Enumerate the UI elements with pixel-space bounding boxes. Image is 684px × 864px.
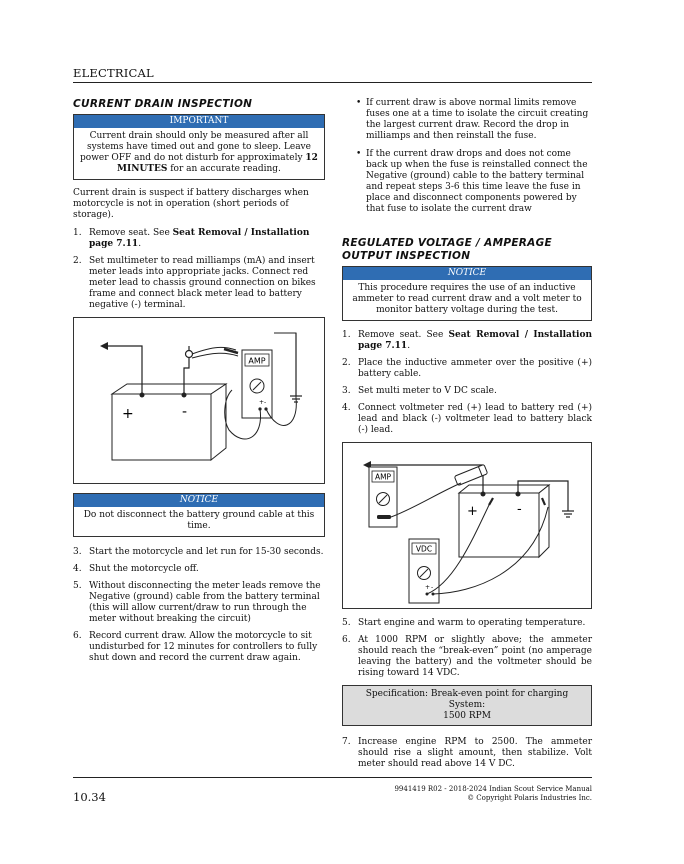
jack-plus-label: +	[259, 399, 265, 406]
battery-plus-symbol: +	[467, 504, 478, 519]
important-callout	[73, 114, 325, 180]
bullet-icon: •	[356, 98, 362, 108]
notice-text: Do not disconnect the battery ground cable at this time.	[83, 510, 315, 531]
footer-text	[394, 785, 592, 803]
battery-front	[459, 493, 539, 557]
notice-callout-left	[73, 493, 325, 537]
ammeter-lead	[391, 483, 461, 517]
vdc-label: VDC	[415, 544, 433, 554]
list-item: • If the current draw drops and does not come back up when the fuse is reinstalled connect the Negative (ground) cable to the battery terminal and repeat steps 3-6 this time leave the fuse in place and disconnect components powered by that fuse to isolate the current draw	[356, 149, 588, 214]
list-item: 4. Shut the motorcycle off.	[73, 564, 199, 574]
footer-rule	[73, 777, 592, 778]
battery-plus-symbol: +	[122, 406, 134, 422]
manual-title: 9941419 R02 - 2018-2024 Indian Scout Service Manual	[394, 785, 592, 793]
notice-callout-right	[342, 266, 592, 321]
list-item: 7. Increase engine RPM to 2500. The ammeter should rise a slight amount, then stabilize. Volt meter should read above 14 V DC.	[342, 737, 592, 769]
notice-text: This procedure requires the use of an inductive ammeter to read current draw and a volt meter to monitor battery voltage during the test.	[352, 283, 582, 315]
list-item: 3. Set multi meter to V DC scale.	[342, 386, 497, 396]
important-text: Current drain should only be measured after all systems have timed out and gone to sleep. Leave power OFF and do not disturb for approximately 12 MINUTES for an accurate reading.	[80, 131, 318, 174]
arrow-icon	[100, 342, 108, 350]
copyright: © Copyright Polaris Industries Inc.	[467, 794, 592, 802]
jack-minus-label: -	[264, 399, 267, 406]
page-number: 10.34	[73, 790, 106, 804]
list-item: • If current draw is above normal limits remove fuses one at a time to isolate the circuit creating the largest current draw. Record the drop in milliamps and then reinstall the fuse.	[356, 98, 589, 141]
current-drain-svg	[74, 318, 324, 483]
intro-paragraph: Current drain is suspect if battery discharges when motorcycle is not in operation (short periods of storage).	[73, 188, 309, 220]
bullet-icon: •	[356, 149, 362, 159]
list-item: 5. Without disconnecting the meter leads remove the Negative (ground) cable from the battery terminal (this will allow current/draw to run through the meter without breaking the circuit)	[73, 581, 321, 624]
voltage-amperage-svg	[343, 443, 591, 608]
list-item: 6. Record current draw. Allow the motorcycle to sit undisturbed for 12 minutes for controllers to fully shut down and record the current draw again.	[73, 631, 318, 663]
left-column	[73, 98, 325, 670]
amp-label: AMP	[374, 472, 392, 482]
spec-line-2: 1500 RPM	[443, 711, 491, 721]
ammeter-jack-block	[377, 515, 391, 519]
list-item: 2. Set multimeter to read milliamps (mA) and insert meter leads into appropriate jacks. Connect red meter lead to chassis ground connection on bikes frame and connect black meter lead to battery negative (-) terminal.	[73, 256, 316, 310]
list-item: 4. Connect voltmeter red (+) lead to battery red (+) lead and black (-) voltmeter lead to battery black (-) lead.	[342, 403, 592, 435]
steps-list-b	[73, 547, 325, 664]
section-header: ELECTRICAL	[73, 66, 154, 80]
list-item: 2. Place the inductive ammeter over the positive (+) battery cable.	[342, 358, 592, 379]
red-probe-lead-upper	[192, 353, 238, 358]
right-column	[342, 98, 592, 776]
battery-top	[112, 384, 226, 394]
list-item: 3. Start the motorcycle and let run for 15-30 seconds.	[73, 547, 324, 557]
header-rule	[73, 82, 592, 83]
steps-list-c	[342, 330, 592, 436]
battery-top	[459, 485, 549, 493]
vdc-jack-minus: -	[431, 584, 434, 591]
battery-front	[112, 394, 211, 460]
specification-box	[342, 685, 592, 726]
bullet-list	[342, 98, 592, 215]
important-label: IMPORTANT	[74, 115, 324, 128]
spec-line-1: Specification: Break-even point for charging System:	[365, 689, 569, 710]
vdc-jack-plus: +	[425, 584, 431, 591]
current-drain-title: CURRENT DRAIN INSPECTION	[73, 98, 253, 110]
battery-minus-symbol: -	[517, 502, 522, 517]
notice-label: NOTICE	[74, 494, 324, 507]
voltage-amperage-diagram	[342, 442, 592, 609]
steps-list-e	[342, 737, 592, 770]
steps-list-a	[73, 228, 325, 311]
list-item: 6. At 1000 RPM or slightly above; the ammeter should reach the “break-even” point (no amperage leaving the battery) and the voltmeter should be rising toward 14 VDC.	[342, 635, 592, 678]
notice-label: NOTICE	[343, 267, 591, 280]
steps-list-d	[342, 618, 592, 679]
battery-side	[211, 384, 226, 460]
regulated-voltage-title: REGULATED VOLTAGE / AMPERAGE OUTPUT INSPECTION	[342, 237, 552, 262]
list-item: 1. Remove seat. See Seat Removal / Installation page 7.11.	[342, 330, 592, 351]
current-drain-diagram	[73, 317, 325, 484]
list-item: 1. Remove seat. See Seat Removal / Installation page 7.11.	[73, 228, 310, 249]
battery-minus-symbol: -	[182, 404, 188, 420]
list-item: 5. Start engine and warm to operating temperature.	[342, 618, 586, 628]
cable-ring-terminal	[186, 351, 193, 358]
amp-label: AMP	[248, 356, 266, 366]
